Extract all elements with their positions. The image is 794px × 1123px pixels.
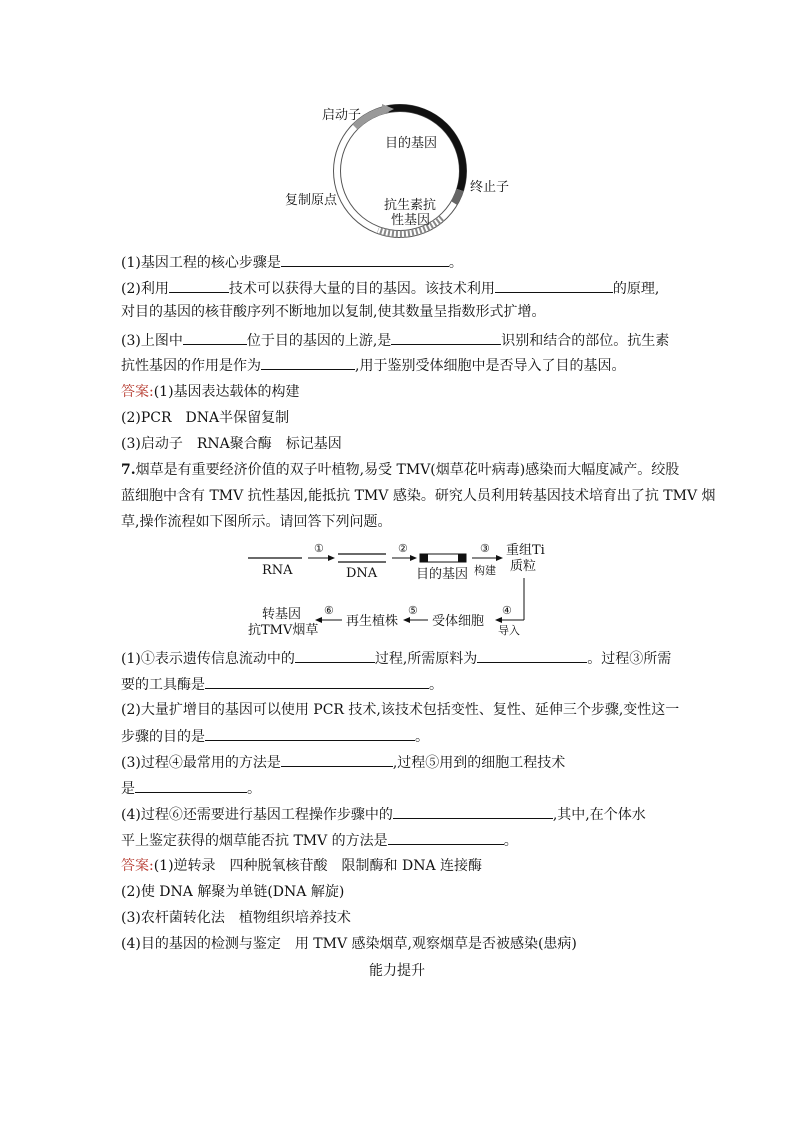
blank[interactable] [388,830,504,845]
blank[interactable] [281,752,393,767]
origin-label: 复制原点 [285,193,338,208]
section-title: 能力提升 [369,963,425,979]
blank[interactable] [477,648,587,663]
answer-label: 答案: [121,858,154,874]
blank[interactable] [183,330,247,345]
terminator-label: 终止子 [470,180,510,195]
step-4: ④ [502,604,512,617]
q6-part3-cont: 抗性基因的作用是作为 ,用于鉴别受体细胞中是否导入了目的基因。 [121,355,625,376]
q6-answer-3: (3)启动子 RNA聚合酶 标记基因 [121,436,342,452]
q7-part4-cont: 平上鉴定获得的烟草能否抗 TMV 的方法是 。 [121,830,518,851]
build-label: 构建 [474,564,496,577]
q7-answer-3: (3)农杆菌转化法 植物组织培养技术 [121,910,351,926]
q7-answer-2: (2)使 DNA 解聚为单链(DNA 解旋) [121,884,345,900]
q7-answer-4: (4)目的基因的检测与鉴定 用 TMV 感染烟草,观察烟草是否被感染(患病) [121,936,577,952]
blank[interactable] [393,804,553,819]
regen-label: 再生植株 [346,614,399,629]
plasmid-label-2: 质粒 [510,559,537,574]
q6-answer-2: (2)PCR DNA半保留复制 [121,410,290,426]
plasmid-label-1: 重组Ti [506,543,545,558]
step-6: ⑥ [324,604,334,617]
q7-part2-cont: 步骤的目的是 。 [121,726,429,747]
dna-label: DNA [346,566,378,581]
q6-answer-1: 答案:(1)基因表达载体的构建 [121,384,300,400]
q7-part1: (1)①表示遗传信息流动中的 过程,所需原料为 。过程③所需 [121,648,671,669]
import-label: 导入 [498,624,520,637]
blank[interactable] [205,674,429,689]
blank[interactable] [261,355,355,370]
blank[interactable] [169,278,229,293]
q7-stem-1: 7.烟草是有重要经济价值的双子叶植物,易受 TMV(烟草花叶病毒)感染而大幅度减产。绞股 [121,462,680,478]
target-gene-left [420,554,428,562]
promoter-label: 启动子 [322,108,362,123]
q6-part2-cont: 对目的基因的核苷酸序列不断地加以复制,使其数量呈指数形式扩增。 [121,304,546,320]
answer-label: 答案: [121,384,154,400]
resistance-label-1: 抗生素抗 [384,198,437,213]
rna-label: RNA [262,563,293,578]
plasmid-diagram [270,95,530,245]
q6-part1: (1)基因工程的核心步骤是 。 [121,252,463,273]
final-label-1: 转基因 [262,607,302,622]
recipient-label: 受体细胞 [432,614,485,629]
blank[interactable] [391,330,501,345]
target-gene-right [458,554,466,562]
blank[interactable] [295,648,375,663]
step-5: ⑤ [408,604,418,617]
blank[interactable] [281,252,449,267]
q7-part2: (2)大量扩增目的基因可以使用 PCR 技术,该技术包括变性、复性、延伸三个步骤,变性这一 [121,702,680,718]
q6-part2: (2)利用 技术可以获得大量的目的基因。该技术利用 的原理, [121,278,659,299]
final-label-2: 抗TMV烟草 [248,623,319,638]
target-gene-label: 目的基因 [385,136,438,151]
step-2: ② [398,542,408,555]
step-1: ① [314,542,324,555]
resistance-label-2: 性基因 [391,213,431,228]
q7-answer-1: 答案:(1)逆转录 四种脱氧核苷酸 限制酶和 DNA 连接酶 [121,858,483,874]
q7-part3: (3)过程④最常用的方法是 ,过程⑤用到的细胞工程技术 [121,752,565,773]
q7-part3-cont: 是 。 [121,778,261,799]
target-gene-label: 目的基因 [416,567,469,582]
terminator-arc [454,190,460,203]
q7-part1-cont: 要的工具酶是 。 [121,674,443,695]
q6-part3: (3)上图中 位于目的基因的上游,是 识别和结合的部位。抗生素 [121,330,669,351]
blank[interactable] [205,726,415,741]
blank[interactable] [135,778,247,793]
blank[interactable] [495,278,613,293]
step-3: ③ [480,542,490,555]
q7-stem-2: 蓝细胞中含有 TMV 抗性基因,能抵抗 TMV 感染。研究人员利用转基因技术培育出了抗 TMV 烟 [121,488,716,504]
flow-diagram [240,538,560,642]
q7-stem-3: 草,操作流程如下图所示。请回答下列问题。 [121,514,392,530]
q7-part4: (4)过程⑥还需要进行基因工程操作步骤中的 ,其中,在个体水 [121,804,646,825]
